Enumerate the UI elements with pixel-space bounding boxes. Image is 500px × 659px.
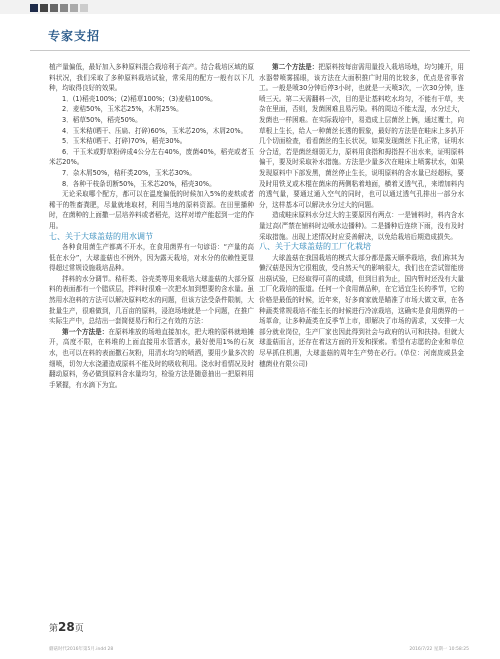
method-label: 第一个方法是： [62,327,109,336]
footer-timestamp: 2016/7/22 星期一 10:58:25 [409,647,469,652]
paragraph: 3．稻草50%，稻壳50%。 [62,115,142,124]
paragraph: 2．麦秸50%，玉米芯25%，木屑25%。 [62,105,183,114]
square-2 [40,4,48,12]
square-5 [70,4,78,12]
top-bar [0,0,500,14]
paragraph: 1．(1)稻壳100%；(2)稻草100%；(3)麦秸100%。 [62,94,217,103]
method-label: 第二个方法是： [272,63,319,71]
method-text: 在原料堆放的场地直接加水，把大堆的原料就地摊开，高度不限，在料堆的上面直接用水管洒水，最好使用1%的石灰水，也可以在料的表面撒石灰粉，用清水均匀的喷洒，要用少量多次的细喷，切勿大水浇灌造成原料不能及时的吸收利用。浇水时看情况及时翻动原料，务必做到原料含水量均匀，检验方法是随意抽出一把原料用手紧握，有水滴下为宜。 [49,327,255,389]
paragraph: 6．干玉米或野草粉碎成4公分左右40%，废菌40%，稻壳或者玉米芯20%。 [49,147,254,167]
page-number-value: 28 [58,620,75,634]
paragraph: 7．杂木屑50%，秸秆类20%，玉米芯30%。 [62,168,196,177]
paragraph [49,327,254,391]
paragraph: 4．玉米秸(晒干、压扁、打碎)60%，玉米芯20%，木屑20%。 [62,126,248,135]
paragraph: 无论采取哪个配方，都可以在温度偏低的时候加入5%的麦麸或者稀干的牲畜粪肥，尽量就地取材，利用当地的原料资源。在田里播种时，在菌种的上面撒一层培养料或者稻壳，这样对增产能起到一定的作用。 [49,190,254,230]
square-3 [50,4,58,12]
page-number [49,620,84,634]
color-squares [30,4,88,12]
page-prefix: 第 [49,624,59,634]
print-footer [49,646,469,652]
paragraph: 各种食用菌生产都离不开水，在食用菌界有一句谚语：“产量的高低在水分”，大球盖菇也不例外，因为露天栽培，对水分的依赖性更显得超过常规设施栽培品种。 [49,243,254,273]
body-text: 大球盖菇在我国栽培的模式大部分都是露天顺季栽培，我们称其为懒汉菇是因为它很粗放，受自然天气的影响很大，我们也在尝试智能房出菇试验，已经取得可喜的成绩，但到目前为止，国内暂时还没有大量工厂化栽培的报道。任何一个食用菌品种，在它适宜生长的季节，它的价格是最低的时候，近年来，好多商家就是瞄准了市场大做文章，在各种蔬类常规栽培不能生长的时候进行冷凉栽培，这确实是食用菌界的一场革命，让多种蔬类在反季节上市，即解决了市场的需求，又安排一大部分就业岗位，生产厂家也因此得到社会与政府的认可和扶持。但就大球盖菇而言，还存在着这方面的开发和探索。希望有志愿的企业和单位尽早抓住机遇，大球盖菇的周年生产势在必行。 [259,253,464,358]
section-header-title: 专家支招 [48,29,101,43]
paragraph: 造成畦床原料水分过大的主要原因有两点：一是铺料时，料内含水量过高(严禁在铺料时边喷水边播种)。二是播种后连续下雨，没有及时采取措施。出现上述情况时应妥善解决，以免给栽培后期造成损失。 [259,211,464,241]
square-6 [80,4,88,12]
section-heading: 七、关于大球盖菇的用水调节 [49,231,153,241]
square-1 [30,4,38,12]
square-4 [60,4,68,12]
footer-file: 蘑菇时代2016年第5月.indd 28 [49,647,114,652]
paragraph: 5．玉米秸(晒干、打碎)70%，稻壳30%。 [62,137,187,146]
author-affiliation: (单位：河南庞威县金穗菌业有限公司) [259,349,465,368]
left-column [49,62,254,390]
header-divider [30,50,470,51]
method-text: 把原料按每亩需用量投入栽培场地，均匀摊开，用水器带喷雾摇眼，该方法在大面积推广时用的比较多，优点是省事省工。一般是喷30分钟后停3小时，也就是一天喷3次，一次30分钟，连喷三天。第二天需翻料一次，目的是让基料吃水均匀，不能有干草，夹杂在里面，否则，发菌困难且易污染。料的周边不能太湿，水分过大，发菌也一样困难。在实际栽培中，易造成上层菌丝上俩，通过覆土，向草根上生长，给人一种菌丝长透的假象，最好的方法是在畦床上多扒开几个切面检查，看看菌丝的生长状况，如果发现菌丝下扎正常，证明水分合适，若是菌丝细弱无力，原料用食指和拇指捏不出水来，证明原料偏干，要及时采取补水措施。方法是少量多次在畦床上喷雾状水，如果发现原料中下部发黑，菌丝停止生长，说明原料的含水量已经超标，要及时用铁叉或木棍在菌床的两侧粘着地面，横着叉透气孔，来增加料内的透气量，要通过通入空气的同时，也可以通过透气孔排出一部分水分，这样基本可以解决水分过大的问题。 [259,63,465,209]
paragraph: 拌料的水分调节。秸秆类、谷壳类等用来栽培大球盖菇的大部分原料的表面都有一个腊质层，拌料时很难一次把水加到想要的含水量。虽然用水泡料的方法可以解决原料吃水的问题，但该方法受条件限制，大批量生产，很难做到，几百亩的原料，浸泡场地就是一个问题，在推广实际生产中，总结出一套简便易行和行之有效的方法： [49,274,254,326]
paragraph [259,253,464,370]
paragraph: 8．各种干枝条切断50%，玉米芯20%，稻壳30%。 [62,179,216,188]
section-heading: 八、关于大球盖菇的工厂化栽培 [259,242,371,252]
right-column [259,62,464,369]
paragraph: 植产量偏低，最好加入多种原料混合栽培利于高产。结合栽培区域的原料状况，我们采取了多种原料栽培试验，常采用的配方一般有以下几种，均取得良好的效果。 [49,63,254,93]
paragraph [259,62,464,210]
page-suffix: 页 [74,624,84,634]
